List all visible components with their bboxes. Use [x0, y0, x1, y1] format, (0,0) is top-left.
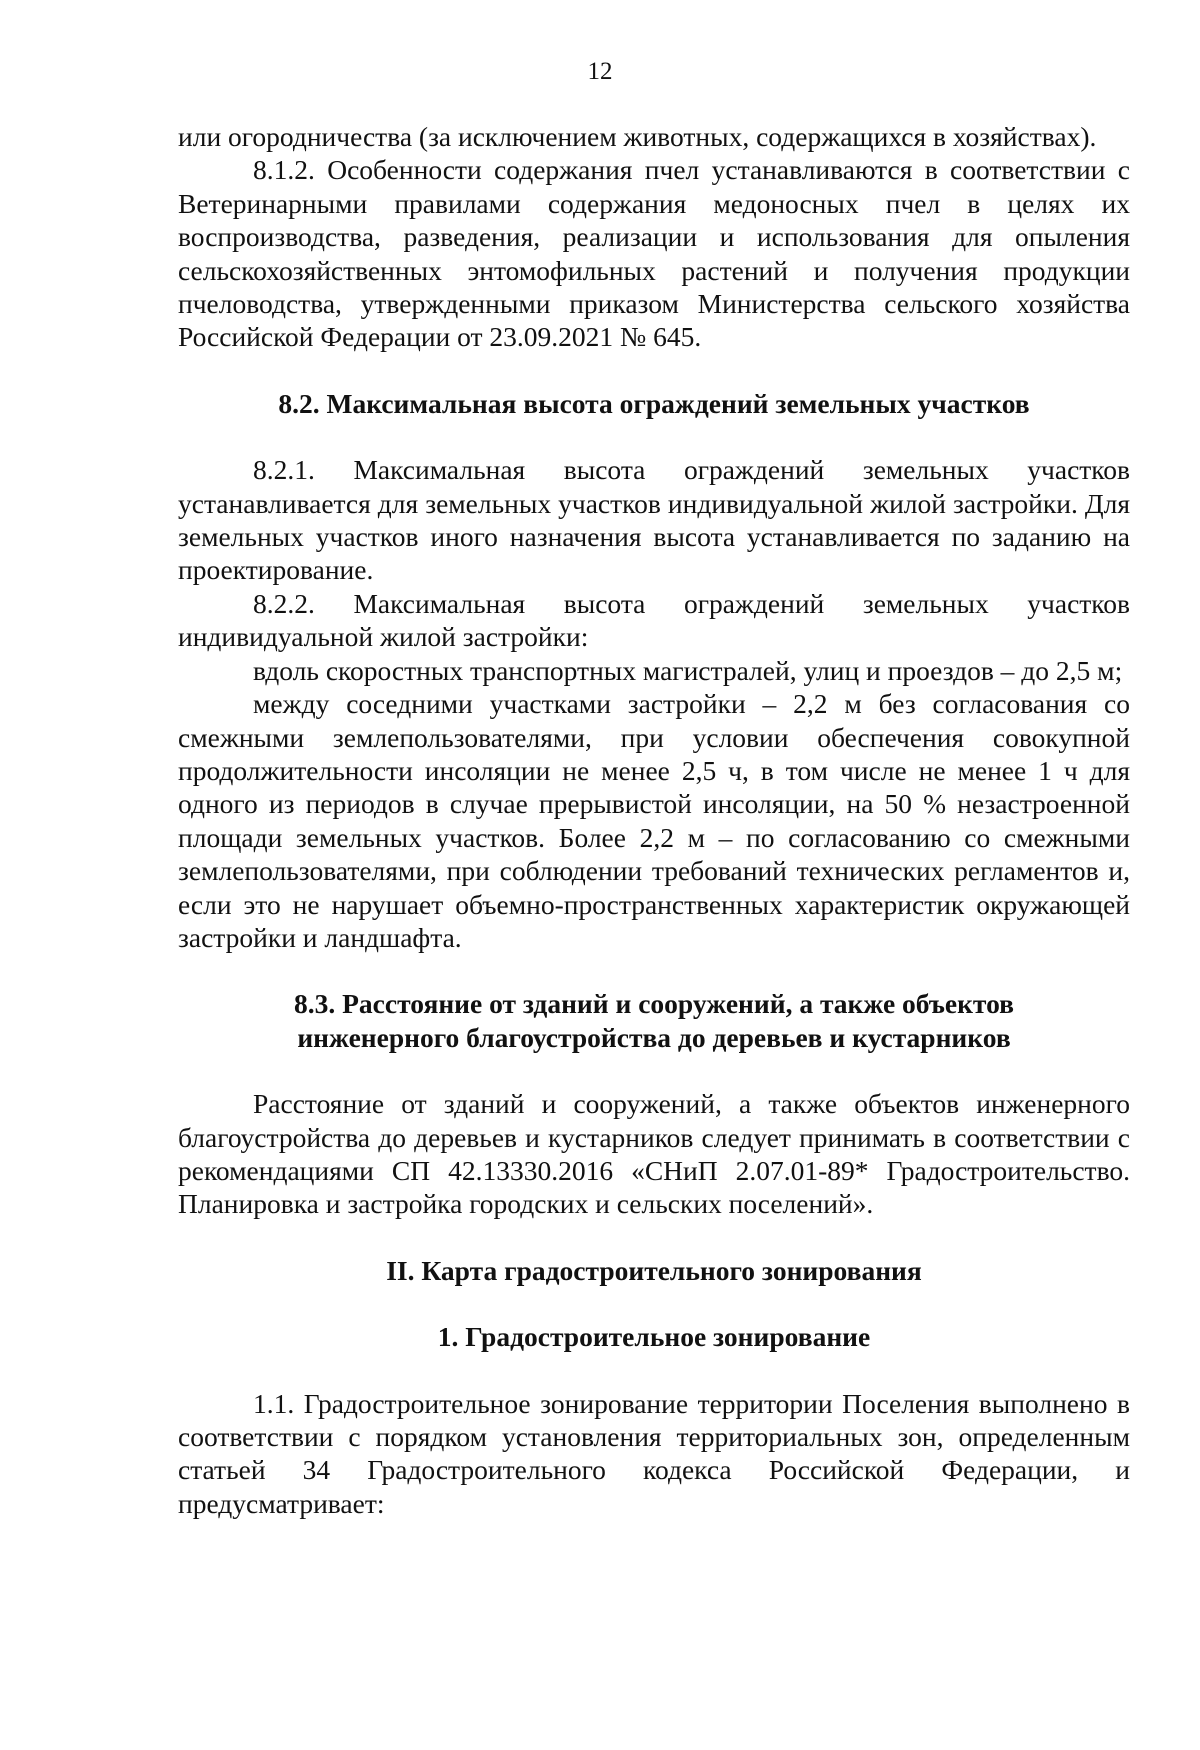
paragraph-8-1-2: 8.1.2. Особенности содержания пчел устанавливаются в соответствии с Ветеринарными правилами содержания медоносных пчел в целях их воспроизводства, разведения, реализации и использования для опыления сельскохозяйственных энтомофильных растений и получения продукции пчеловодства, утвержденными приказом Министерства сельского хозяйства Российской Федерации от 23.09.2021 № 645.: [178, 154, 1130, 353]
document-body: [178, 120, 1130, 1520]
heading-8-3-line-1: 8.3. Расстояние от зданий и сооружений, а также объектов: [294, 988, 1014, 1020]
paragraph-continuation: или огородничества (за исключением животных, содержащихся в хозяйствах).: [178, 121, 1097, 152]
heading-8-3-line-2: инженерного благоустройства до деревьев и кустарников: [297, 1021, 1011, 1053]
heading-1: 1. Градостроительное зонирование: [437, 1321, 871, 1353]
paragraph-fence-between-plots: между соседними участками застройки – 2,2 м без согласования со смежными землепользователями, при условии обеспечения совокупной продолжительности инсоляции не менее 2,5 ч, в том числе не менее 1 ч для одного из периодов в случае прерывистой инсоляции, на 50 % незастроенной площади земельных участков. Более 2,2 м – по согласованию со смежными землепользователями, при соблюдении требований технических регламентов и, если это не нарушает объемно-пространственных характеристик окружающей застройки и ландшафта.: [178, 688, 1130, 953]
paragraph-8-3: Расстояние от зданий и сооружений, а также объектов инженерного благоустройства до деревьев и кустарников следует принимать в соответствии с рекомендациями СП 42.13330.2016 «СНиП 2.07.01-89* Градостроительство. Планировка и застройка городских и сельских поселений».: [178, 1088, 1130, 1220]
paragraph-8-2-1: 8.2.1. Максимальная высота ограждений земельных участков устанавливается для земельных участков индивидуальной жилой застройки. Для земельных участков иного назначения высота устанавливается по заданию на проектирование.: [178, 454, 1130, 586]
heading-section-ii: II. Карта градостроительного зонирования: [386, 1254, 922, 1286]
page-number: 12: [587, 58, 613, 85]
heading-8-3: [178, 987, 1130, 1054]
heading-8-2: 8.2. Максимальная высота ограждений земельных участков: [278, 387, 1030, 419]
paragraph-fence-along-roads: вдоль скоростных транспортных магистралей, улиц и проездов – до 2,5 м;: [253, 654, 1123, 686]
paragraph-1-1: 1.1. Градостроительное зонирование территории Поселения выполнено в соответствии с порядком установления территориальных зон, определенным статьей 34 Градостроительного кодекса Российской Федерации, и предусматривает:: [178, 1387, 1130, 1519]
paragraph-8-2-2: 8.2.2. Максимальная высота ограждений земельных участков индивидуальной жилой застройки:: [178, 587, 1130, 653]
